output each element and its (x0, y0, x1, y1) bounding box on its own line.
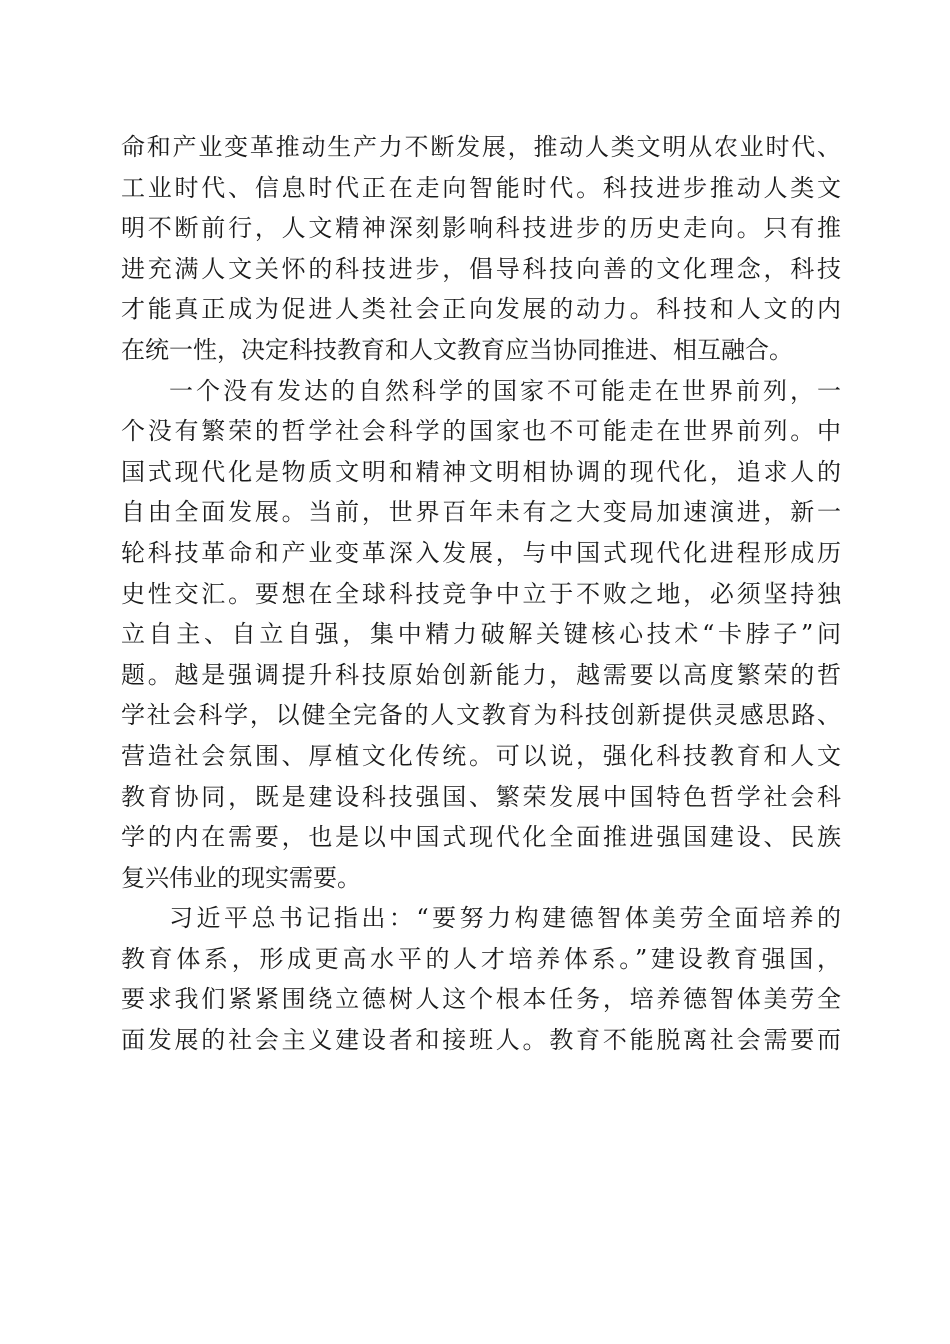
text-line: 学的内在需要，也是以中国式现代化全面推进强国建设、民族 (121, 823, 841, 852)
text-line: 命和产业变革推动生产力不断发展，推动人类文明从农业时代、 (121, 133, 841, 161)
text-line: 要求我们紧紧围绕立德树人这个根本任务，培养德智体美劳全 (121, 985, 841, 1014)
text-line: 题。越是强调提升科技原始创新能力，越需要以高度繁荣的哲 (121, 660, 841, 689)
text-line: 教育体系，形成更高水平的人才培养体系。”建设教育强国， (121, 944, 841, 973)
text-line: 立自主、自立自强，集中精力破解关键核心技术“卡脖子”问 (121, 620, 841, 649)
text-line: 营造社会氛围、厚植文化传统。可以说，强化科技教育和人文 (121, 741, 841, 770)
text-line: 国式现代化是物质文明和精神文明相协调的现代化，追求人的 (121, 457, 841, 486)
text-line: 个没有繁荣的哲学社会科学的国家也不可能走在世界前列。中 (121, 417, 841, 446)
text-line: 习近平总书记指出：“要努力构建德智体美劳全面培养的 (169, 904, 841, 933)
paragraph (121, 127, 841, 371)
text-line: 工业时代、信息时代正在走向智能时代。科技进步推动人类文 (121, 173, 841, 202)
text-line: 一个没有发达的自然科学的国家不可能走在世界前列，一 (169, 376, 841, 405)
paragraph (121, 371, 841, 899)
text-line: 教育协同，既是建设科技强国、繁荣发展中国特色哲学社会科 (121, 782, 841, 811)
text-line: 进充满人文关怀的科技进步，倡导科技向善的文化理念，科技 (121, 254, 841, 283)
text-line: 在统一性，决定科技教育和人文教育应当协同推进、相互融合。 (121, 335, 793, 364)
text-line: 轮科技革命和产业变革深入发展，与中国式现代化进程形成历 (121, 538, 841, 567)
text-line: 自由全面发展。当前，世界百年未有之大变局加速演进，新一 (121, 498, 841, 527)
body-text (121, 127, 841, 1061)
text-line: 复兴伟业的现实需要。 (121, 863, 361, 892)
text-line: 面发展的社会主义建设者和接班人。教育不能脱离社会需要而 (121, 1026, 841, 1055)
text-line: 学社会科学，以健全完备的人文教育为科技创新提供灵感思路、 (121, 701, 841, 730)
text-line: 史性交汇。要想在全球科技竞争中立于不败之地，必须坚持独 (121, 579, 841, 608)
paragraph (121, 898, 841, 1060)
text-line: 才能真正成为促进人类社会正向发展的动力。科技和人文的内 (121, 295, 841, 324)
text-line: 明不断前行，人文精神深刻影响科技进步的历史走向。只有推 (121, 214, 841, 243)
